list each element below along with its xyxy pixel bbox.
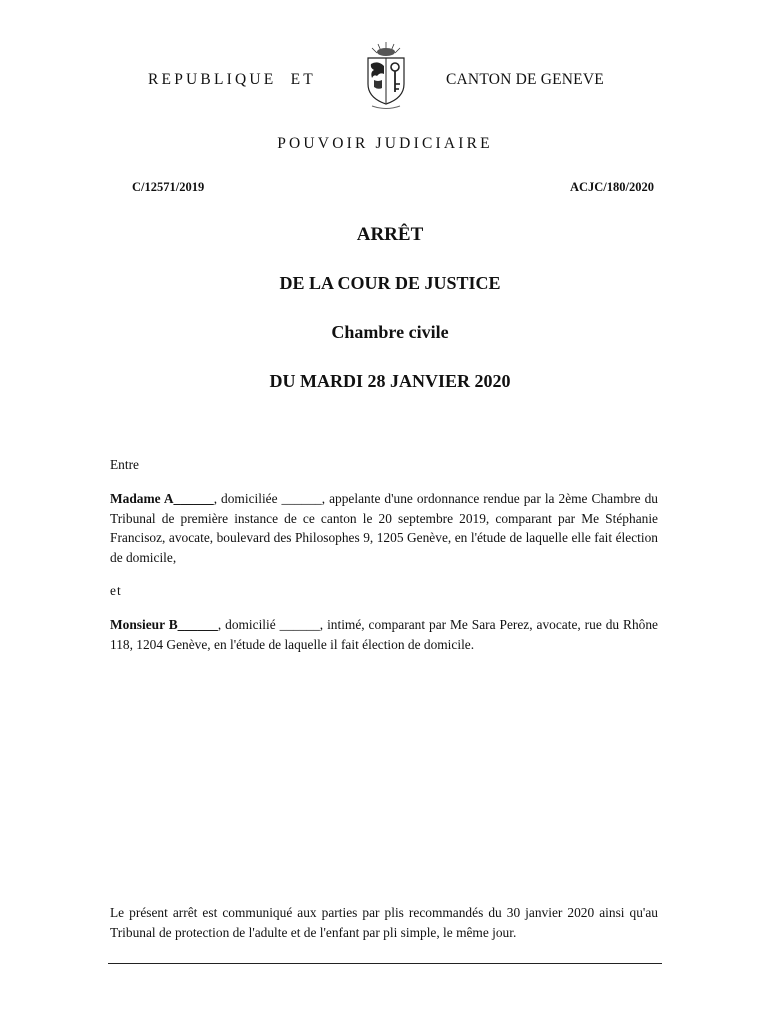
title-cour: DE LA COUR DE JUSTICE: [279, 273, 501, 293]
title-date: DU MARDI 28 JANVIER 2020: [269, 371, 511, 391]
title-arret: ARRÊT: [356, 224, 424, 245]
respondent-name: Monsieur B______: [110, 617, 218, 632]
header-canton: CANTON DE GENEVE: [446, 71, 604, 88]
communication-notice: Le présent arrêt est communiqué aux parties par plis recommandés du 30 janvier 2020 ainsi qu'au Tribunal de protection de l'adulte et de l'enfant par pli simple, le même jour.: [110, 905, 658, 940]
institution-title: POUVOIR JUDICIAIRE: [277, 135, 493, 152]
respondent-details: , domicilié ______, intimé, comparant par Me Sara Perez, avocate, rue du Rhône 118, 1204 Genève, en l'étude de laquelle il fait élection de domicile.: [110, 617, 658, 652]
label-et: et: [110, 583, 122, 598]
respondent-paragraph: [110, 615, 658, 654]
appellant-name: Madame A______: [110, 491, 214, 506]
label-entre: Entre: [110, 457, 139, 472]
footer-divider: [108, 963, 662, 964]
header-republique: REPUBLIQUE ET: [148, 71, 316, 88]
decision-number: ACJC/180/2020: [569, 180, 654, 194]
appellant-paragraph: [110, 489, 658, 567]
appellant-details: , domiciliée ______, appelante d'une ordonnance rendue par la 2ème Chambre du Tribunal de première instance de ce canton le 20 septembre 2019, comparant par Me Stéphanie Francisoz, avocate, boulevard des Philosophes 9, 1205 Genève, en l'étude de laquelle elle fait élection de domicile,: [110, 491, 658, 565]
title-chambre: Chambre civile: [331, 322, 449, 342]
case-number: C/12571/2019: [132, 180, 205, 194]
geneva-coat-of-arms-icon: [360, 40, 412, 112]
